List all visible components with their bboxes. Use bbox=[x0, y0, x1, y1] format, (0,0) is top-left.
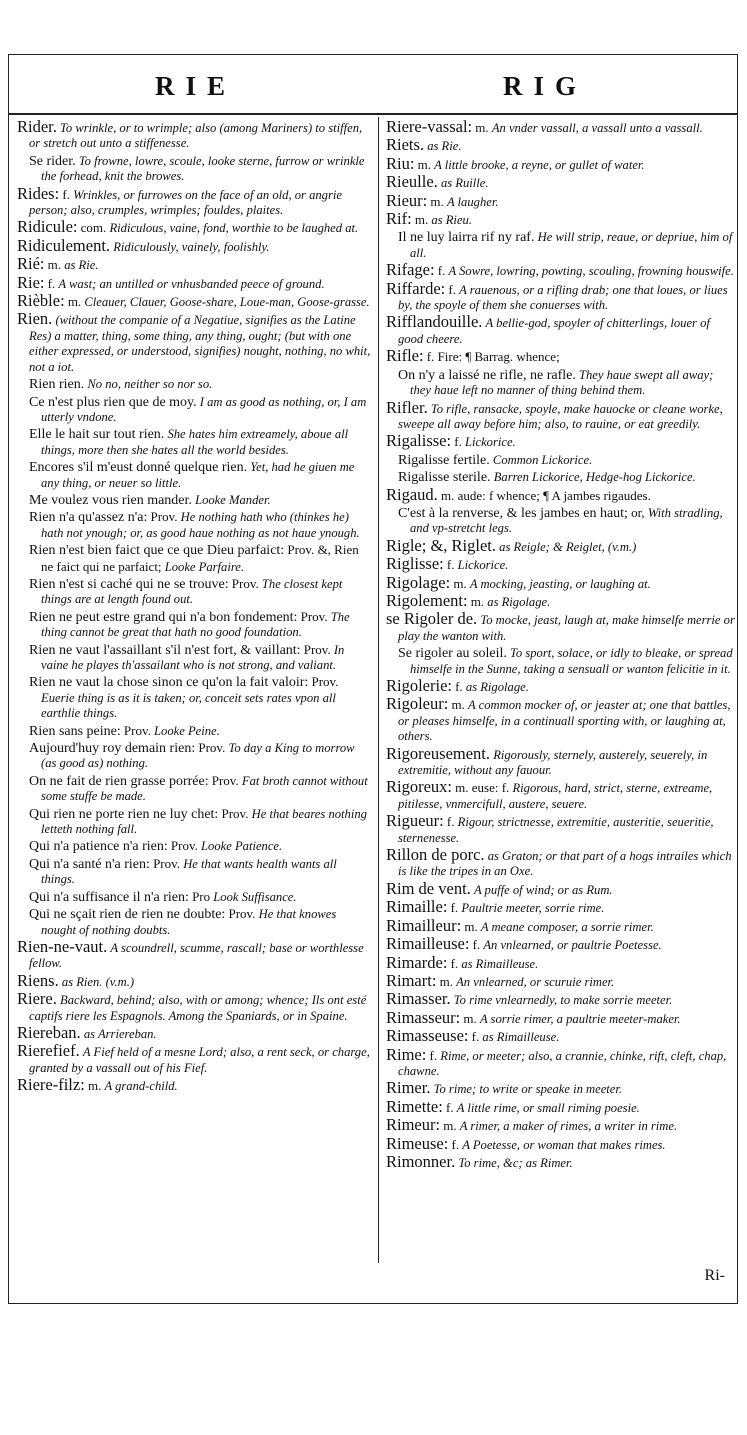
headword: Rien ne vaut l'assaillant s'il n'est fort, & vaillant: bbox=[29, 642, 301, 658]
dictionary-entry bbox=[386, 137, 736, 154]
dictionary-entry bbox=[386, 952, 736, 972]
dictionary-entry bbox=[386, 153, 736, 173]
definition: A common mocker of, or jeaster at; one that battles, or pleases himselfe, in a continuall sporting with, or laughing at, others. bbox=[398, 698, 731, 744]
catchword: Ri- bbox=[704, 1267, 725, 1284]
headword: Qui n'a santé n'a rien: bbox=[29, 856, 150, 872]
dictionary-entry bbox=[17, 991, 373, 1024]
left-column bbox=[17, 119, 373, 1096]
headword: Me voulez vous rien mander. bbox=[29, 492, 192, 508]
definition: He nothing hath who (thinkes he) hath not ynough; or, as good haue nothing as not haue ynough. bbox=[41, 510, 360, 540]
dictionary-entry bbox=[386, 397, 736, 433]
grammar-label: m. bbox=[451, 697, 465, 713]
headword: Il ne luy lairra rif ny raf. bbox=[398, 230, 535, 246]
headword: Rigalisse: bbox=[386, 431, 452, 451]
dictionary-entry bbox=[386, 433, 736, 450]
grammar-label: Prov. bbox=[311, 674, 339, 690]
headword: Rien ne vaut la chose sinon ce qu'on la fait valoir: bbox=[29, 675, 309, 691]
headword: Rimailleuse: bbox=[386, 934, 470, 954]
headword: Rimarde: bbox=[386, 952, 448, 972]
headword: Rien n'a qu'assez n'a: bbox=[29, 510, 148, 526]
definition: as Rie. bbox=[64, 258, 99, 273]
dictionary-entry bbox=[386, 678, 736, 695]
dictionary-entry bbox=[17, 426, 373, 458]
definition: I am as good as nothing, or, I am utterly vndone. bbox=[41, 394, 367, 424]
definition: She hates him extreamely, aboue all things, more then she hates all the world besides. bbox=[41, 427, 349, 457]
definition: They haue swept all away; they haue left no manner of thing behind them. bbox=[410, 367, 714, 398]
definition: To day a King to morrow (as good as) nothing. bbox=[41, 741, 355, 771]
definition: Looke Parfaire. bbox=[164, 559, 245, 574]
dictionary-entry bbox=[386, 1117, 736, 1134]
dictionary-entry bbox=[386, 278, 736, 314]
definition: A rimer, a maker of rimes, a writer in rime. bbox=[459, 1119, 678, 1134]
grammar-label: f. bbox=[429, 1047, 438, 1063]
grammar-label: Prov. bbox=[303, 641, 331, 657]
dictionary-entry bbox=[386, 262, 736, 279]
headword: Rimart: bbox=[386, 970, 437, 990]
definition: Looke Mander. bbox=[195, 492, 271, 507]
grammar-label: Prov. bbox=[228, 906, 256, 922]
dictionary-entry bbox=[17, 376, 373, 392]
headword: On n'y a laissé ne rifle, ne rafle. bbox=[398, 367, 576, 383]
grammar-label: com. bbox=[80, 220, 107, 236]
dictionary-entry bbox=[17, 153, 373, 185]
headword: Rieur: bbox=[386, 190, 428, 210]
grammar-label: m. bbox=[475, 120, 489, 135]
dictionary-entry bbox=[386, 611, 736, 644]
definition: as Rie. bbox=[427, 139, 462, 154]
dictionary-entry bbox=[386, 314, 736, 347]
grammar-label: Prov. &, Rien ne faict qui ne parfaict; bbox=[41, 542, 359, 574]
definition: Rigour, strictnesse, extremitie, austeritie, seueritie, sternenesse. bbox=[398, 815, 714, 845]
dictionary-entry bbox=[386, 813, 736, 846]
headword: Rigoreux: bbox=[386, 777, 452, 797]
definition: as Reigle; & Reiglet, (v.m.) bbox=[499, 539, 637, 554]
dictionary-entry bbox=[386, 452, 736, 468]
column-divider bbox=[378, 117, 379, 1263]
definition: Paultrie meeter, sorrie rime. bbox=[461, 901, 605, 916]
headword: Riens. bbox=[17, 970, 59, 990]
headword: Rigle; &, Riglet. bbox=[386, 535, 496, 555]
dictionary-entry bbox=[386, 556, 736, 573]
definition: as Rieu. bbox=[431, 213, 472, 228]
headword: Rien-ne-vaut. bbox=[17, 936, 108, 956]
headword: Riereban. bbox=[17, 1022, 81, 1042]
definition: Ridiculous, vaine, fond, worthie to be laughed at. bbox=[109, 221, 359, 236]
grammar-label: f. Fire: ¶ Barrag. whence; bbox=[426, 349, 560, 365]
dictionary-entry bbox=[386, 119, 736, 136]
headword: Rider. bbox=[17, 117, 57, 136]
dictionary-entry bbox=[17, 1022, 373, 1042]
grammar-label: m. bbox=[470, 593, 485, 609]
headword: Qui n'a patience n'a rien: bbox=[29, 839, 168, 855]
headword: Rien. bbox=[17, 309, 53, 329]
definition: as Ruille. bbox=[440, 176, 489, 191]
dictionary-entry bbox=[17, 936, 373, 972]
dictionary-entry bbox=[386, 645, 736, 677]
dictionary-entry bbox=[386, 1096, 736, 1116]
definition: A little brooke, a reyne, or gullet of water. bbox=[434, 157, 645, 172]
grammar-label: f. bbox=[454, 434, 462, 450]
dictionary-entry bbox=[17, 723, 373, 739]
header-left: RIE bbox=[155, 71, 237, 101]
grammar-label: m. bbox=[67, 294, 82, 310]
grammar-label: f. bbox=[47, 275, 56, 291]
headword: Rigolage: bbox=[386, 572, 451, 592]
definition: A meane composer, a sorrie rimer. bbox=[480, 919, 654, 934]
headword: Riets. bbox=[386, 135, 425, 155]
definition: Look Suffisance. bbox=[213, 889, 297, 904]
definition: Cleauer, Clauer, Goose-share, Loue-man, Goose-grasse. bbox=[84, 295, 370, 310]
dictionary-entry bbox=[386, 1028, 736, 1045]
definition: To frowne, lowre, scoule, looke sterne, furrow or wrinkle the forhead, knit the browes. bbox=[41, 153, 365, 184]
definition: as Arriereban. bbox=[83, 1026, 157, 1041]
headword: Ce n'est plus rien que de moy. bbox=[29, 394, 197, 410]
dictionary-entry bbox=[386, 915, 736, 935]
definition: To rime vnlearnedly, to make sorrie meeter. bbox=[453, 993, 673, 1008]
definition: A Poetesse, or woman that makes rimes. bbox=[462, 1137, 666, 1152]
headword: Rien rien. bbox=[29, 377, 85, 393]
dictionary-entry bbox=[386, 1080, 736, 1097]
definition: To rifle, ransacke, spoyle, make hauocke or cleane worke, sweepe all away before him; also, to rauine, or eat greedily. bbox=[398, 401, 723, 431]
dictionary-entry bbox=[386, 590, 736, 610]
headword: Rien sans peine: bbox=[29, 723, 121, 739]
definition: Looke Patience. bbox=[201, 839, 283, 854]
dictionary-entry bbox=[386, 970, 736, 990]
dictionary-entry bbox=[386, 779, 736, 812]
headword: Rigalisse fertile. bbox=[398, 452, 490, 468]
header-right: RIG bbox=[503, 71, 588, 101]
headword: Rie: bbox=[17, 272, 45, 292]
dictionary-entry bbox=[386, 899, 736, 916]
dictionary-entry bbox=[386, 535, 736, 555]
grammar-label: m. bbox=[443, 1118, 457, 1134]
headword: Rif: bbox=[386, 209, 412, 229]
headword: Rifflandouille. bbox=[386, 312, 483, 332]
right-column bbox=[386, 119, 736, 1172]
definition: Euerie thing is as it is taken; or, conceit sets rates vpon all earthlie things. bbox=[41, 690, 336, 721]
dictionary-entry bbox=[17, 1043, 373, 1076]
headword: Qui n'a suffisance il n'a rien: bbox=[29, 889, 189, 905]
grammar-label: m. euse: f. bbox=[455, 780, 510, 796]
headword: Rieulle. bbox=[386, 172, 438, 192]
headword: Rigolerie: bbox=[386, 676, 452, 695]
grammar-label: Prov. bbox=[150, 509, 178, 525]
grammar-label: m. bbox=[453, 575, 467, 591]
definition: A little rime, or small riming poesie. bbox=[456, 1100, 640, 1115]
dictionary-entry bbox=[386, 1151, 736, 1171]
dictionary-entry bbox=[386, 505, 736, 537]
dictionary-entry bbox=[17, 970, 373, 990]
grammar-label: f. bbox=[437, 263, 446, 279]
headword: Rierefief. bbox=[17, 1041, 80, 1061]
definition: A rauenous, or a rifling drab; one that loues, or liues by, the spoyle of them she conuerses with. bbox=[398, 282, 728, 313]
definition: A puffe of wind; or as Rum. bbox=[473, 882, 613, 897]
definition: He will strip, reaue, or depriue, him of all. bbox=[410, 230, 733, 260]
headword: Se rigoler au soleil. bbox=[398, 646, 507, 662]
definition: Rigorously, sternely, austerely, seuerely, in extremitie, without any fauour. bbox=[398, 747, 708, 778]
definition: as Rimailleuse. bbox=[461, 956, 539, 971]
definition: The thing cannot be great that hath no good foundation. bbox=[41, 609, 350, 640]
grammar-label: m. bbox=[87, 1078, 102, 1094]
grammar-label: Prov. bbox=[153, 855, 181, 871]
definition: as Rien. (v.m.) bbox=[61, 974, 135, 989]
headword: Riu: bbox=[386, 153, 415, 173]
grammar-label: f. bbox=[450, 900, 459, 916]
dictionary-entry bbox=[17, 459, 373, 491]
dictionary-entry bbox=[386, 211, 736, 228]
definition: In vaine he playes th'assailant who is not strong, and valiant. bbox=[41, 642, 345, 672]
dictionary-entry bbox=[17, 674, 373, 721]
headword: Rien ne peut estre grand qui n'a bon fondement: bbox=[29, 609, 298, 625]
dictionary-entry bbox=[386, 469, 736, 485]
headword: Qui ne sçait rien de rien ne doubte: bbox=[29, 907, 226, 923]
dictionary-entry bbox=[17, 1077, 373, 1094]
dictionary-page bbox=[8, 54, 738, 1304]
grammar-label: f. bbox=[445, 1099, 454, 1115]
dictionary-entry bbox=[386, 572, 736, 592]
dictionary-entry bbox=[386, 348, 736, 365]
dictionary-entry bbox=[17, 889, 373, 905]
definition: as Rimailleuse. bbox=[482, 1030, 560, 1045]
dictionary-entry bbox=[17, 293, 373, 310]
grammar-label: m. bbox=[463, 1010, 477, 1026]
headword: Rime: bbox=[386, 1044, 427, 1064]
definition: With stradling, and vp-stretcht legs. bbox=[410, 505, 723, 536]
grammar-label: f. bbox=[446, 557, 455, 573]
grammar-label: f. bbox=[451, 1136, 460, 1152]
definition: To mocke, jeast, laugh at, make himselfe merrie or play the wanton with. bbox=[398, 613, 735, 643]
headword: Rié: bbox=[17, 254, 45, 274]
definition: Lickorice. bbox=[457, 558, 509, 573]
definition: A Fief held of a mesne Lord; also, a rent seck, or charge, granted by a vassall out of his Fief. bbox=[29, 1045, 370, 1075]
definition: A bellie-god, spoyler of chitterlings, louer of good cheere. bbox=[398, 316, 710, 346]
dictionary-entry bbox=[386, 1044, 736, 1080]
headword: Ridicule: bbox=[17, 217, 78, 237]
dictionary-entry bbox=[17, 856, 373, 888]
definition: No no, neither so nor so. bbox=[87, 377, 213, 392]
running-header bbox=[9, 55, 737, 115]
headword: Rimeur: bbox=[386, 1115, 441, 1135]
grammar-label: Prov. bbox=[123, 722, 151, 738]
grammar-label: f. bbox=[472, 937, 481, 953]
dictionary-entry bbox=[386, 991, 736, 1008]
definition: (without the companie of a Negatiue, signifies as the Latine Res) a matter, thing, some thing, any thing, ought; (but with one either expressed, or understood, signifies) nought, nothing, no whit, not a iot. bbox=[29, 313, 371, 374]
headword: Rimailleur: bbox=[386, 915, 462, 935]
headword: Aujourd'huy roy demain rien: bbox=[29, 741, 196, 757]
dictionary-entry bbox=[17, 838, 373, 854]
headword: Rimeuse: bbox=[386, 1133, 449, 1153]
grammar-label: or, bbox=[631, 504, 645, 520]
definition: To rime, &c; as Rimer. bbox=[458, 1155, 573, 1170]
definition: A laugher. bbox=[446, 194, 499, 209]
definition: Rigorous, hard, strict, sterne, extreame, pitilesse, vnmercifull, austere, seuere. bbox=[398, 781, 713, 811]
dictionary-entry bbox=[386, 229, 736, 261]
dictionary-entry bbox=[17, 609, 373, 641]
definition: Backward, behind; also, with or among; whence; Ils ont esté captifs riere les Espagnols. Among the Spaniards, or in Spaine. bbox=[29, 993, 367, 1023]
dictionary-entry bbox=[17, 492, 373, 508]
headword: se Rigoler de. bbox=[386, 609, 478, 629]
definition: He that wants health wants all things. bbox=[41, 856, 337, 887]
definition: as Rigolage. bbox=[465, 680, 529, 694]
headword: Rides: bbox=[17, 183, 60, 203]
grammar-label: m. bbox=[464, 918, 478, 934]
dictionary-entry bbox=[386, 878, 736, 898]
dictionary-entry bbox=[386, 847, 736, 880]
grammar-label: f. bbox=[446, 814, 455, 830]
headword: Riglisse: bbox=[386, 554, 444, 574]
headword: Elle le hait sur tout rien. bbox=[29, 427, 165, 443]
dictionary-entry bbox=[17, 235, 373, 255]
headword: Riere-filz: bbox=[17, 1075, 85, 1095]
grammar-label: m. aude: f whence; ¶ A jambes rigaudes. bbox=[440, 487, 651, 503]
headword: Rimasseur: bbox=[386, 1007, 461, 1027]
headword: Rifage: bbox=[386, 260, 435, 280]
dictionary-entry bbox=[386, 696, 736, 744]
headword: Riere. bbox=[17, 989, 57, 1009]
grammar-label: Prov. bbox=[221, 805, 249, 821]
dictionary-entry bbox=[17, 509, 373, 541]
grammar-label: Prov. bbox=[231, 575, 259, 591]
headword: Rimer. bbox=[386, 1078, 431, 1098]
dictionary-entry bbox=[17, 806, 373, 838]
headword: Rimasser. bbox=[386, 989, 451, 1009]
definition: He that knowes nought of nothing doubts. bbox=[41, 907, 337, 937]
headword: Se rider. bbox=[29, 153, 76, 169]
grammar-label: f. bbox=[62, 186, 70, 202]
definition: as Rigolage. bbox=[487, 594, 551, 609]
definition: Yet, had he giuen me any thing, or neuer so little. bbox=[41, 460, 355, 490]
grammar-label: Prov. bbox=[198, 740, 226, 756]
definition: The closest kept things are at length found out. bbox=[41, 576, 343, 607]
dictionary-entry bbox=[386, 174, 736, 191]
dictionary-entry bbox=[386, 190, 736, 210]
dictionary-entry bbox=[17, 272, 373, 292]
definition: A wast; an untilled or vnhusbanded peece of ground. bbox=[58, 276, 325, 291]
definition: Common Lickorice. bbox=[492, 452, 593, 467]
definition: A grand-child. bbox=[104, 1079, 178, 1094]
headword: Qui rien ne porte rien ne luy chet: bbox=[29, 806, 219, 822]
dictionary-entry bbox=[17, 394, 373, 426]
dictionary-entry bbox=[17, 906, 373, 938]
grammar-label: Prov. bbox=[300, 608, 328, 624]
dictionary-entry bbox=[386, 743, 736, 779]
dictionary-entry bbox=[386, 1007, 736, 1027]
grammar-label: Prov. bbox=[170, 838, 198, 854]
grammar-label: m. bbox=[47, 257, 62, 273]
grammar-label: Pro bbox=[192, 888, 211, 904]
headword: Rimonner. bbox=[386, 1151, 456, 1171]
grammar-label: m. bbox=[430, 193, 444, 209]
dictionary-entry bbox=[17, 311, 373, 375]
dictionary-entry bbox=[386, 1133, 736, 1153]
definition: Rime, or meeter; also, a crannie, chinke, rift, cleft, chap, chawne. bbox=[398, 1048, 727, 1078]
grammar-label: f. bbox=[448, 281, 457, 297]
grammar-label: Prov. bbox=[211, 772, 239, 788]
headword: Riere-vassal: bbox=[386, 117, 473, 136]
headword: Rifle: bbox=[386, 346, 424, 366]
headword: Rièble: bbox=[17, 291, 65, 311]
definition: Looke Peine. bbox=[154, 723, 220, 738]
grammar-label: f. bbox=[450, 955, 459, 971]
dictionary-entry bbox=[17, 740, 373, 772]
dictionary-entry bbox=[17, 256, 373, 273]
dictionary-entry bbox=[17, 542, 373, 575]
headword: Rigoreusement. bbox=[386, 743, 491, 763]
headword: On ne fait de rien grasse porrée: bbox=[29, 773, 209, 789]
dictionary-entry bbox=[17, 773, 373, 805]
headword: Rifler. bbox=[386, 397, 428, 417]
headword: Rigolement: bbox=[386, 590, 468, 610]
headword: Rimaille: bbox=[386, 897, 448, 917]
headword: Rigueur: bbox=[386, 811, 444, 831]
headword: Rimette: bbox=[386, 1096, 443, 1116]
dictionary-entry bbox=[17, 119, 373, 152]
dictionary-entry bbox=[17, 576, 373, 608]
definition: An vnder vassall, a vassall unto a vassall. bbox=[491, 121, 703, 135]
grammar-label: m. bbox=[414, 212, 429, 228]
definition: To wrinkle, or to wrimple; also (among Mariners) to stiffen, or stretch out unto a stiffenesse. bbox=[29, 121, 363, 151]
definition: He that beares nothing letteth nothing fall. bbox=[41, 806, 367, 837]
headword: Rien n'est bien faict que ce que Dieu parfaict: bbox=[29, 543, 285, 559]
headword: Rigoleur: bbox=[386, 694, 449, 714]
grammar-label: m. bbox=[417, 156, 431, 172]
definition: Fat broth cannot without some stuffe be made. bbox=[41, 773, 368, 804]
definition: as Graton; or that part of a hogs intrailes which is like the tripes in an Oxe. bbox=[398, 849, 732, 879]
definition: A sorrie rimer, a paultrie meeter-maker. bbox=[479, 1011, 681, 1026]
definition: Barren Lickorice, Hedge-hog Lickorice. bbox=[493, 470, 696, 485]
definition: To sport, solace, or idly to bleake, or spread himselfe in the Sunne, taking a sensuall or wanton felicitie in it. bbox=[410, 646, 733, 676]
grammar-label: f. bbox=[455, 679, 463, 694]
headword: Rimasseuse: bbox=[386, 1026, 469, 1046]
dictionary-entry bbox=[17, 219, 373, 236]
headword: Rillon de porc. bbox=[386, 845, 485, 865]
grammar-label: f. bbox=[471, 1029, 480, 1045]
dictionary-entry bbox=[386, 936, 736, 953]
headword: Ridiculement. bbox=[17, 235, 111, 255]
definition: A scoundrell, scumme, rascall; base or worthlesse fellow. bbox=[29, 940, 364, 971]
definition: A Sowre, lowring, powting, scouling, frowning houswife. bbox=[448, 264, 734, 279]
dictionary-entry bbox=[17, 183, 373, 219]
headword: Rigalisse sterile. bbox=[398, 470, 491, 486]
headword: Riffarde: bbox=[386, 278, 446, 298]
definition: To rime; to write or speake in meeter. bbox=[433, 1082, 623, 1097]
grammar-label: m. bbox=[439, 973, 453, 989]
definition: A mocking, jeasting, or laughing at. bbox=[469, 576, 651, 591]
definition: Ridiculously, vainely, foolishly. bbox=[113, 239, 270, 254]
definition: An vnlearned, or paultrie Poetesse. bbox=[483, 938, 662, 953]
dictionary-entry bbox=[386, 484, 736, 504]
definition: An vnlearned, or scuruie rimer. bbox=[456, 974, 615, 989]
definition: Lickorice. bbox=[465, 435, 516, 450]
headword: Encores s'il m'eust donné quelque rien. bbox=[29, 460, 248, 476]
definition: Wrinkles, or furrowes on the face of an old, or angrie person; also, crumples, wrimples; fouldes, plaites. bbox=[29, 187, 342, 218]
headword: Rigaud. bbox=[386, 484, 438, 504]
headword: Rim de vent. bbox=[386, 878, 471, 898]
headword: Rien n'est si caché qui ne se trouve: bbox=[29, 576, 229, 592]
dictionary-entry bbox=[17, 642, 373, 674]
headword: C'est à la renverse, & les jambes en haut; bbox=[398, 505, 628, 521]
dictionary-entry bbox=[386, 367, 736, 399]
